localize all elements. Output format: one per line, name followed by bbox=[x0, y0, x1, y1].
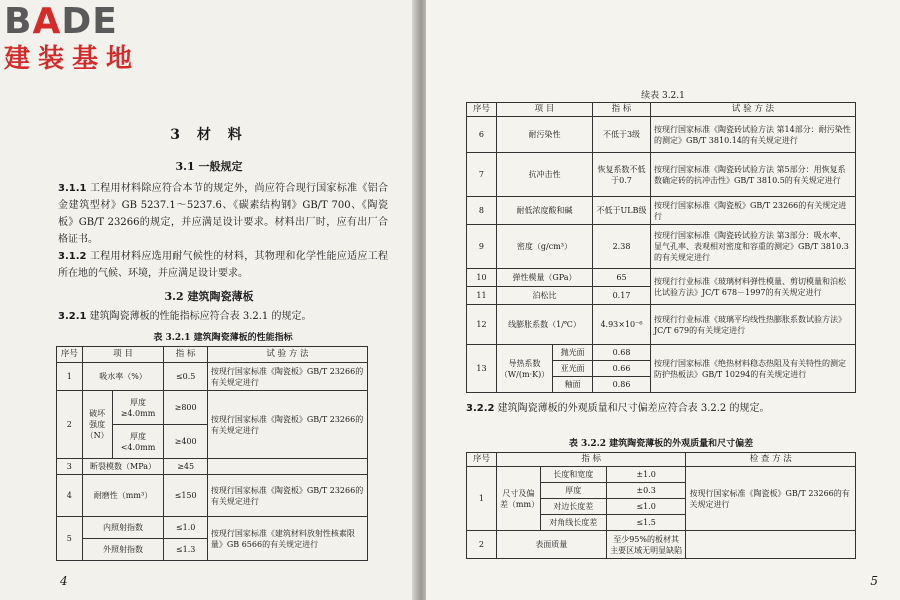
item-value: 65 bbox=[593, 269, 651, 287]
logo-subtitle: 建装基地 bbox=[4, 44, 141, 74]
item-name: 泊松比 bbox=[496, 287, 592, 305]
item-value: ±0.3 bbox=[606, 483, 686, 499]
performance-table-continued bbox=[466, 102, 856, 393]
row-number: 7 bbox=[467, 153, 497, 197]
sub-item: 对角线长度差 bbox=[540, 515, 606, 531]
row-number: 13 bbox=[467, 345, 497, 393]
paragraph-3-2-1 bbox=[58, 308, 388, 325]
row-number: 1 bbox=[467, 467, 497, 531]
section-heading-3-1: 3.1 一般规定 bbox=[175, 160, 243, 173]
table-row bbox=[467, 117, 856, 153]
left-page bbox=[0, 0, 418, 600]
table-row bbox=[467, 305, 856, 345]
item-value: ≤1.3 bbox=[164, 539, 208, 561]
sub-item: 厚度 bbox=[540, 483, 606, 499]
sub-item: 对边长度差 bbox=[540, 499, 606, 515]
empty-cell bbox=[207, 459, 367, 475]
item-value: 4.93×10⁻⁶ bbox=[593, 305, 651, 345]
item-name: 外照射指数 bbox=[82, 539, 164, 561]
item-name: 内照射指数 bbox=[82, 517, 164, 539]
test-method: 按现行行业标准《玻璃平均线性热膨胀系数试验方法》JC/T 679的有关规定进行 bbox=[650, 305, 855, 345]
item-name: 破坏强度（N） bbox=[82, 391, 112, 459]
row-number: 11 bbox=[467, 287, 497, 305]
clause-text: 工程用材料应选用耐气候性的材料，其物理和化学性能应适应工程所在地的气候、环境，并应满足设计要求。 bbox=[58, 251, 388, 279]
item-value: 0.66 bbox=[593, 361, 651, 377]
clause-number: 3.1.2 bbox=[58, 251, 87, 262]
table-row bbox=[467, 197, 856, 225]
item-value: ≤1.0 bbox=[164, 517, 208, 539]
col-header: 指 标 bbox=[593, 103, 651, 117]
sub-item: 长度和宽度 bbox=[540, 467, 606, 483]
row-number: 8 bbox=[467, 197, 497, 225]
item-name: 耐磨性（mm³） bbox=[82, 475, 164, 517]
item-name: 断裂模数（MPa） bbox=[82, 459, 164, 475]
empty-cell bbox=[686, 531, 856, 559]
test-method: 按现行国家标准《陶瓷板》GB/T 23266的有关规定进行 bbox=[650, 197, 855, 225]
test-method: 按现行国家标准《陶瓷板》GB/T 23266的有关规定进行 bbox=[207, 475, 367, 517]
table-row bbox=[57, 391, 368, 425]
paragraph-3-2-2 bbox=[466, 400, 856, 417]
item-value: 2.38 bbox=[593, 225, 651, 269]
item-name: 耐污染性 bbox=[496, 117, 592, 153]
item-value: ≤0.5 bbox=[164, 363, 208, 391]
clause-text: 建筑陶瓷薄板的性能指标应符合表 3.2.1 的规定。 bbox=[89, 311, 312, 322]
item-value: 恢复系数不低于0.7 bbox=[593, 153, 651, 197]
row-number: 2 bbox=[57, 391, 83, 459]
row-number: 4 bbox=[57, 475, 83, 517]
test-method: 按现行国家标准《建筑材料放射性核素限量》GB 6566的有关规定进行 bbox=[207, 517, 367, 561]
sub-item: 釉面 bbox=[553, 377, 593, 393]
item-name: 耐低浓度酸和碱 bbox=[496, 197, 592, 225]
item-name: 吸水率（%） bbox=[82, 363, 164, 391]
item-name: 密度（g/cm³） bbox=[496, 225, 592, 269]
item-value: 不低于ULB级 bbox=[593, 197, 651, 225]
table-row bbox=[467, 531, 856, 559]
table-row bbox=[467, 153, 856, 197]
check-method: 按现行国家标准《陶瓷板》GB/T 23266的有关规定进行 bbox=[686, 467, 856, 531]
test-method: 按现行国家标准《陶瓷砖试验方法 第3部分：吸水率、显气孔率、表观相对密度和容重的测定》GB/T 3810.3的有关规定进行 bbox=[650, 225, 855, 269]
col-header: 试 验 方 法 bbox=[207, 347, 367, 363]
performance-table bbox=[56, 346, 368, 561]
row-number: 5 bbox=[57, 517, 83, 561]
row-number: 12 bbox=[467, 305, 497, 345]
test-method: 按现行国家标准《陶瓷砖试验方法 第5部分：用恢复系数确定砖的抗冲击性》GB/T 3810.5的有关规定进行 bbox=[650, 153, 855, 197]
row-number: 6 bbox=[467, 117, 497, 153]
row-number: 10 bbox=[467, 269, 497, 287]
table-caption: 表 3.2.1 建筑陶瓷薄板的性能指标 bbox=[153, 333, 293, 343]
table-row bbox=[57, 363, 368, 391]
appearance-table bbox=[466, 452, 856, 559]
item-name: 尺寸及偏差（mm） bbox=[496, 467, 540, 531]
row-number: 9 bbox=[467, 225, 497, 269]
test-method: 按现行国家标准《绝热材料稳态热阻及有关特性的测定 防护热板法》GB/T 10294的有关规定进行 bbox=[650, 345, 855, 393]
table-row bbox=[57, 517, 368, 539]
item-name: 线膨胀系数（1/℃） bbox=[496, 305, 592, 345]
table-row bbox=[467, 225, 856, 269]
table-row bbox=[57, 475, 368, 517]
page-number: 5 bbox=[870, 574, 878, 588]
item-name: 弹性模量（GPa） bbox=[496, 269, 592, 287]
col-header: 项 目 bbox=[82, 347, 164, 363]
sub-item: 抛光面 bbox=[553, 345, 593, 361]
col-header: 项 目 bbox=[496, 103, 592, 117]
clause-number: 3.2.1 bbox=[58, 311, 87, 322]
col-header: 序号 bbox=[57, 347, 83, 363]
item-value: 0.68 bbox=[593, 345, 651, 361]
col-header: 指 标 bbox=[496, 453, 686, 467]
sub-item: 亚光面 bbox=[553, 361, 593, 377]
table2-caption: 表 3.2.2 建筑陶瓷薄板的外观质量和尺寸偏差 bbox=[568, 439, 754, 449]
item-value: 0.17 bbox=[593, 287, 651, 305]
col-header: 序号 bbox=[467, 453, 497, 467]
col-header: 序号 bbox=[467, 103, 497, 117]
col-header: 指 标 bbox=[164, 347, 208, 363]
paragraph-3-1-2 bbox=[58, 248, 388, 282]
test-method: 按现行国家标准《陶瓷板》GB/T 23266的有关规定进行 bbox=[207, 391, 367, 459]
sub-item: 厚度<4.0mm bbox=[112, 425, 164, 459]
table-row bbox=[467, 467, 856, 483]
col-header: 试 验 方 法 bbox=[650, 103, 855, 117]
right-page bbox=[426, 0, 900, 600]
test-method: 按现行国家标准《陶瓷板》GB/T 23266的有关规定进行 bbox=[207, 363, 367, 391]
row-number: 2 bbox=[467, 531, 497, 559]
logo-wordmark: BADE bbox=[4, 1, 118, 42]
item-value: 0.86 bbox=[593, 377, 651, 393]
item-value: ≥45 bbox=[164, 459, 208, 475]
item-value: ≤1.5 bbox=[606, 515, 686, 531]
item-value: ≤1.0 bbox=[606, 499, 686, 515]
item-value: ≥800 bbox=[164, 391, 208, 425]
page-number: 4 bbox=[60, 574, 68, 588]
paragraph-3-1-1 bbox=[58, 180, 388, 248]
table-row bbox=[467, 345, 856, 361]
bade-logo bbox=[4, 1, 141, 74]
item-name: 抗冲击性 bbox=[496, 153, 592, 197]
item-value: 不低于3级 bbox=[593, 117, 651, 153]
chapter-title: 3 材 料 bbox=[170, 127, 248, 143]
item-value: ≥400 bbox=[164, 425, 208, 459]
table-continued-caption: 续表 3.2.1 bbox=[641, 91, 685, 101]
sub-item: 厚度≥4.0mm bbox=[112, 391, 164, 425]
item-value: ≤150 bbox=[164, 475, 208, 517]
clause-text: 建筑陶瓷薄板的外观质量和尺寸偏差应符合表 3.2.2 的规定。 bbox=[497, 403, 770, 414]
row-number: 1 bbox=[57, 363, 83, 391]
table-row bbox=[467, 269, 856, 287]
section-heading-3-2: 3.2 建筑陶瓷薄板 bbox=[164, 290, 254, 303]
item-name: 表面质量 bbox=[496, 531, 606, 559]
clause-text: 工程用材料除应符合本节的规定外，尚应符合现行国家标准《铝合金建筑型材》GB 5237.1～5237.6、《碳素结构钢》GB/T 700、《陶瓷板》GB/T 23266的规定，并应满足设计要求。材料出厂时，应有出厂合格证书。 bbox=[58, 183, 388, 245]
item-value: ±1.0 bbox=[606, 467, 686, 483]
col-header: 检 查 方 法 bbox=[686, 453, 856, 467]
clause-number: 3.1.1 bbox=[58, 183, 87, 194]
table-row bbox=[57, 459, 368, 475]
row-number: 3 bbox=[57, 459, 83, 475]
item-value: 至少95%的板材其主要区域无明显缺陷 bbox=[606, 531, 686, 559]
clause-number: 3.2.2 bbox=[466, 403, 495, 414]
test-method: 按现行国家标准《陶瓷砖试验方法 第14部分：耐污染性的测定》GB/T 3810.14的有关规定进行 bbox=[650, 117, 855, 153]
item-name: 导热系数（W/(m·K)） bbox=[496, 345, 552, 393]
test-method: 按现行行业标准《玻璃材料弹性模量、剪切模量和泊松比试验方法》JC/T 678－1997的有关规定进行 bbox=[650, 269, 855, 305]
